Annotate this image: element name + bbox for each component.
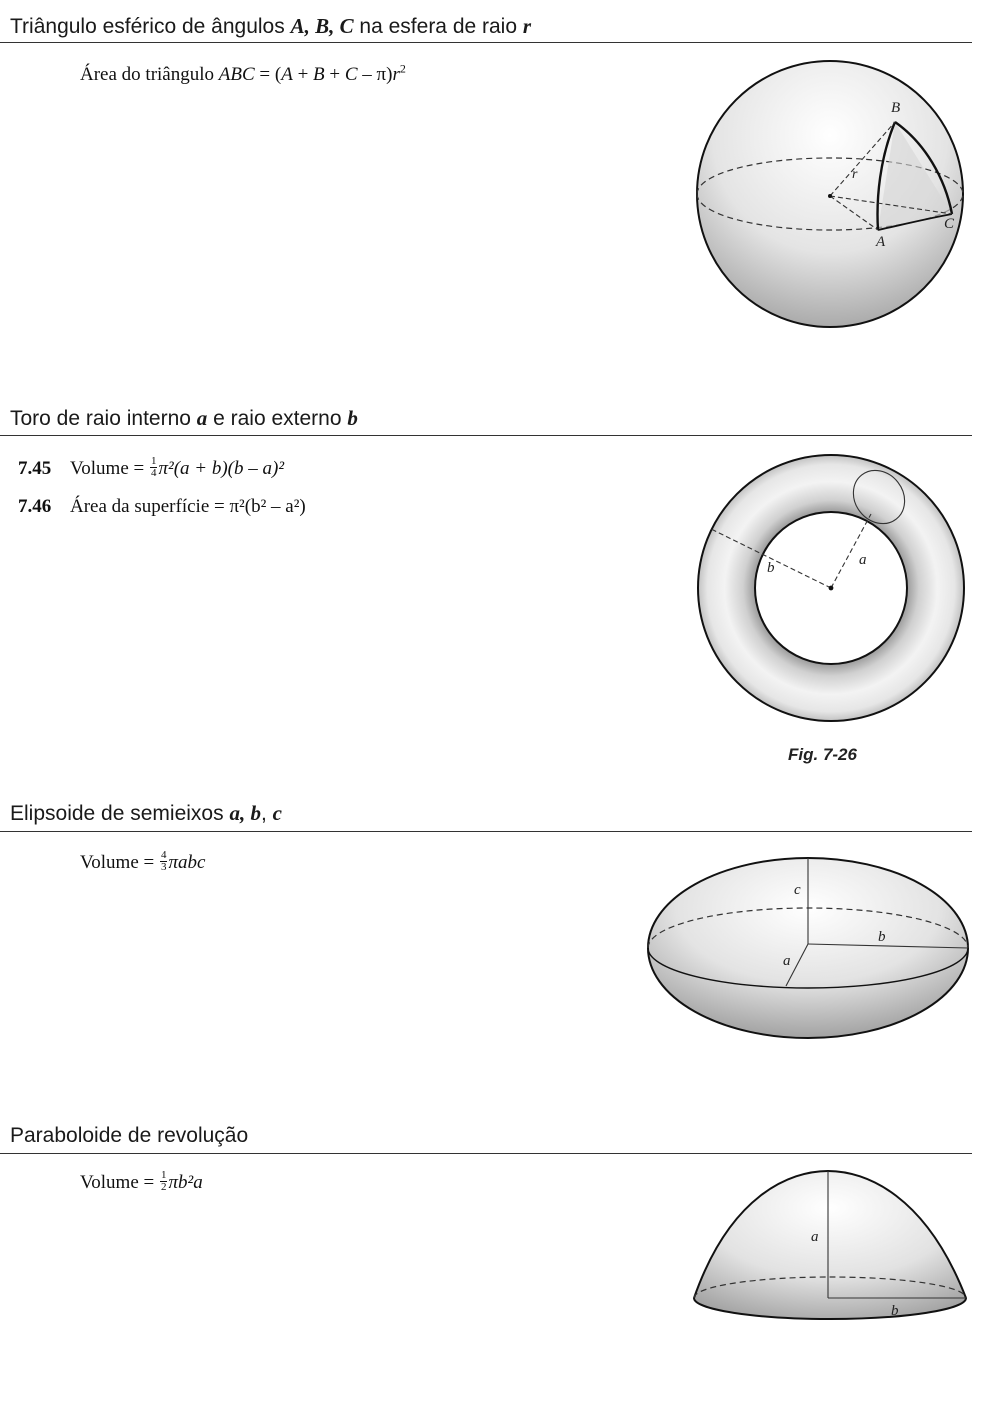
formula-exponent: 2 (399, 61, 406, 76)
heading-text: Elipsoide de semieixos (10, 802, 230, 825)
fraction-denominator: 3 (160, 861, 167, 874)
label-a: a (783, 953, 791, 969)
fraction-denominator: 2 (160, 1181, 167, 1194)
heading-paraboloid (10, 1122, 248, 1150)
formula-text: Área do triângulo (80, 64, 219, 85)
heading-torus (10, 404, 358, 433)
formula-var-b: B (313, 64, 325, 85)
label-b: b (878, 929, 886, 945)
label-r: r (852, 167, 858, 182)
formula-7-46 (18, 494, 306, 520)
fraction-numerator: 4 (160, 849, 167, 862)
figure-caption: Fig. 7-26 (788, 745, 857, 764)
heading-text-mid: e raio externo (207, 407, 348, 430)
label-c: C (944, 216, 955, 232)
section-rule (0, 435, 972, 436)
fraction-numerator: 1 (160, 1169, 167, 1182)
formula-7-45 (18, 456, 284, 482)
label-a: a (811, 1229, 819, 1245)
formula-rest: πb²a (168, 1172, 203, 1193)
formula-rest: πabc (168, 852, 206, 873)
section-rule (0, 42, 972, 43)
formula-text: Volume = (80, 1172, 159, 1193)
ellipsoid-figure (644, 852, 972, 1042)
heading-text-mid: na esfera de raio (353, 15, 523, 38)
formula-paraboloid-volume (80, 1170, 203, 1196)
heading-vars: A, B, C (290, 14, 354, 38)
fraction (150, 456, 158, 479)
formula-var-r: r (392, 64, 400, 85)
heading-vars: a, b (229, 801, 261, 825)
formula-eq: = ( (254, 64, 282, 85)
heading-spherical-triangle (10, 12, 531, 41)
fraction (160, 850, 168, 873)
heading-ellipsoid (10, 799, 282, 828)
heading-text: Paraboloide de revolução (10, 1124, 249, 1147)
formula-plus: + (292, 64, 314, 85)
section-rule (0, 831, 972, 832)
paraboloid-outline (694, 1171, 966, 1319)
formula-number: 7.46 (18, 496, 52, 517)
heading-var-a: a (196, 406, 208, 430)
heading-var-c: c (272, 801, 282, 825)
label-b: b (891, 1303, 899, 1319)
formula-var-c: C (344, 64, 358, 85)
heading-text: Toro de raio interno (10, 407, 197, 430)
heading-var-b: b (347, 406, 358, 430)
sphere-figure (690, 58, 975, 333)
label-c: c (794, 882, 801, 898)
section-rule (0, 1153, 972, 1154)
formula-var-abc: ABC (218, 64, 255, 85)
torus-figure (695, 452, 967, 724)
paraboloid-figure (690, 1165, 972, 1325)
fraction-denominator: 4 (150, 467, 157, 480)
formula-text: Volume = (80, 852, 159, 873)
formula-text: Área da superfície = π²(b² – a²) (70, 496, 306, 517)
torus-center (829, 586, 834, 591)
heading-var-r: r (522, 14, 532, 38)
label-b: B (891, 100, 901, 116)
fraction-numerator: 1 (150, 455, 157, 468)
formula-triangle-area (80, 62, 406, 88)
fraction (160, 1170, 168, 1193)
formula-ellipsoid-volume (80, 850, 205, 876)
formula-var-a: A (281, 64, 293, 85)
label-a: A (876, 234, 886, 250)
formula-number: 7.45 (18, 458, 52, 479)
formula-plus: + (324, 64, 345, 85)
sphere-center (828, 194, 832, 198)
formula-minus-pi: – π) (357, 64, 393, 85)
heading-text: Triângulo esférico de ângulos (10, 15, 291, 38)
formula-rest: π²(a + b)(b – a)² (158, 458, 285, 479)
label-a: a (859, 552, 867, 568)
label-b: b (767, 560, 775, 576)
heading-sep: , (260, 802, 273, 825)
formula-text: Volume = (70, 458, 149, 479)
